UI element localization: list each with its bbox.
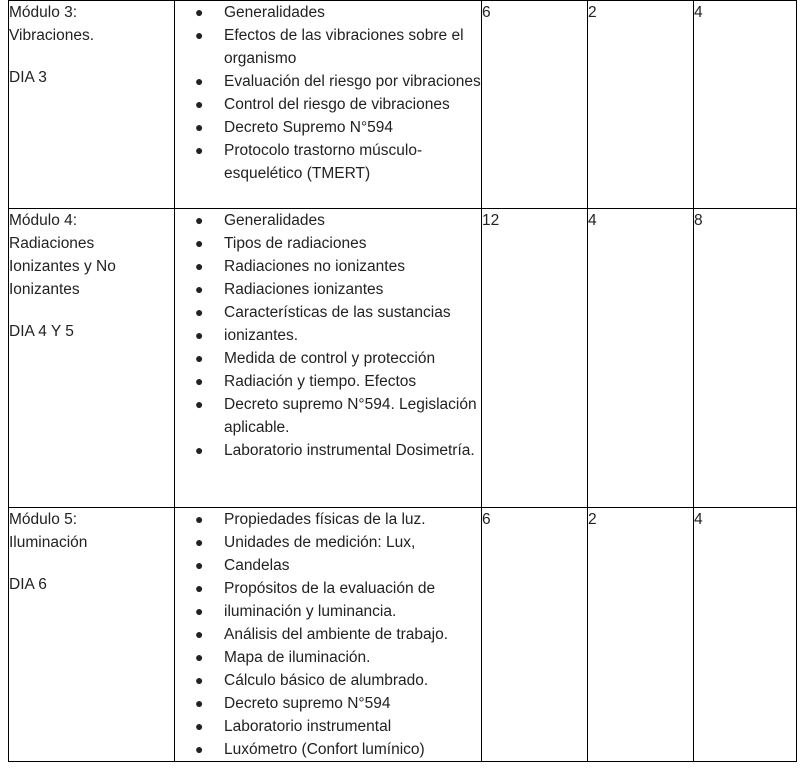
course-table [8,0,797,762]
topic-text: Control del riesgo de vibraciones [224,96,450,113]
list-item [175,554,481,577]
module-day: DIA 4 Y 5 [9,323,74,340]
module-day: DIA 3 [9,69,47,86]
list-item [175,1,481,24]
list-item [175,508,481,531]
topic-text: Efectos de las vibraciones sobre el organismo [224,27,464,67]
hours-practice-cell: 8 [694,209,797,508]
table-row [9,209,797,508]
module-cell [9,1,175,209]
bullet-icon: ● [195,442,204,458]
topic-text: ionizantes. [224,327,299,344]
list-item [175,278,481,301]
topic-text: Cálculo básico de alumbrado. [224,672,429,689]
module-title: Módulo 3: Vibraciones. [9,4,95,44]
bullet-icon: ● [195,580,204,596]
list-item [175,232,481,255]
table-row [9,1,797,209]
bullet-icon: ● [195,695,204,711]
hours-total-cell: 12 [482,209,588,508]
bullet-icon: ● [195,258,204,274]
list-item [175,577,481,600]
hours-theory-cell: 4 [588,209,694,508]
topic-text: Laboratorio instrumental Dosimetría. [224,442,475,459]
bullet-icon: ● [195,304,204,320]
topic-text: Unidades de medición: Lux, [224,534,416,551]
list-item [175,600,481,623]
bullet-icon: ● [195,327,204,343]
bullet-icon: ● [195,534,204,550]
module-cell [9,508,175,762]
topic-text: Generalidades [224,4,325,21]
list-item [175,139,481,185]
topic-text: Radiaciones no ionizantes [224,258,405,275]
topic-text: Radiaciones ionizantes [224,281,384,298]
topic-text: Mapa de iluminación. [224,649,371,666]
bullet-icon: ● [195,649,204,665]
bullet-icon: ● [195,672,204,688]
list-item [175,439,481,462]
bullet-icon: ● [195,281,204,297]
topics-cell [175,1,482,209]
bullet-icon: ● [195,27,204,43]
list-item [175,715,481,738]
topic-text: Análisis del ambiente de trabajo. [224,626,449,643]
topic-text: Luxómetro (Confort lumínico) [224,741,425,758]
hours-theory-cell: 2 [588,1,694,209]
list-item [175,623,481,646]
bullet-icon: ● [195,212,204,228]
bullet-icon: ● [195,396,204,412]
module-title: Módulo 5: Iluminación [9,511,88,551]
bullet-icon: ● [195,603,204,619]
topic-text: Protocolo trastorno músculo-esquelético (TMERT) [224,142,423,182]
list-item [175,738,481,761]
bullet-icon: ● [195,4,204,20]
module-cell [9,209,175,508]
list-item [175,301,481,324]
topics-list [175,508,481,761]
topic-text: Decreto supremo N°594. Legislación aplicable. [224,396,477,436]
hours-total-cell: 6 [482,1,588,209]
topic-text: Candelas [224,557,290,574]
module-title: Módulo 4: Radiaciones Ionizantes y No Ionizantes [9,212,116,298]
bullet-icon: ● [195,119,204,135]
bullet-icon: ● [195,626,204,642]
list-item [175,692,481,715]
list-item [175,393,481,439]
topic-text: Laboratorio instrumental [224,718,392,735]
list-item [175,93,481,116]
topics-cell [175,209,482,508]
list-item [175,669,481,692]
topic-text: Decreto supremo N°594 [224,695,391,712]
topic-text: Generalidades [224,212,325,229]
bullet-icon: ● [195,511,204,527]
list-item [175,255,481,278]
topic-text: Tipos de radiaciones [224,235,367,252]
bullet-icon: ● [195,142,204,158]
topic-text: Medida de control y protección [224,350,436,367]
topic-text: Características de las sustancias [224,304,451,321]
bullet-icon: ● [195,235,204,251]
list-item [175,24,481,70]
module-day: DIA 6 [9,576,47,593]
table-row [9,508,797,762]
topics-cell [175,508,482,762]
list-item [175,347,481,370]
topic-text: Propiedades físicas de la luz. [224,511,426,528]
list-item [175,370,481,393]
bullet-icon: ● [195,96,204,112]
bullet-icon: ● [195,557,204,573]
hours-practice-cell: 4 [694,508,797,762]
list-item [175,209,481,232]
list-item [175,70,481,93]
hours-theory-cell: 2 [588,508,694,762]
bullet-icon: ● [195,718,204,734]
list-item [175,646,481,669]
topic-text: Radiación y tiempo. Efectos [224,373,417,390]
bullet-icon: ● [195,73,204,89]
bullet-icon: ● [195,350,204,366]
list-item [175,116,481,139]
list-item [175,531,481,554]
list-item [175,324,481,347]
topic-text: Propósitos de la evaluación de [224,580,436,597]
hours-total-cell: 6 [482,508,588,762]
topics-list [175,1,481,185]
topic-text: iluminación y luminancia. [224,603,397,620]
topics-list [175,209,481,462]
hours-practice-cell: 4 [694,1,797,209]
bullet-icon: ● [195,741,204,757]
topic-text: Evaluación del riesgo por vibraciones [224,73,481,90]
topic-text: Decreto Supremo N°594 [224,119,394,136]
bullet-icon: ● [195,373,204,389]
